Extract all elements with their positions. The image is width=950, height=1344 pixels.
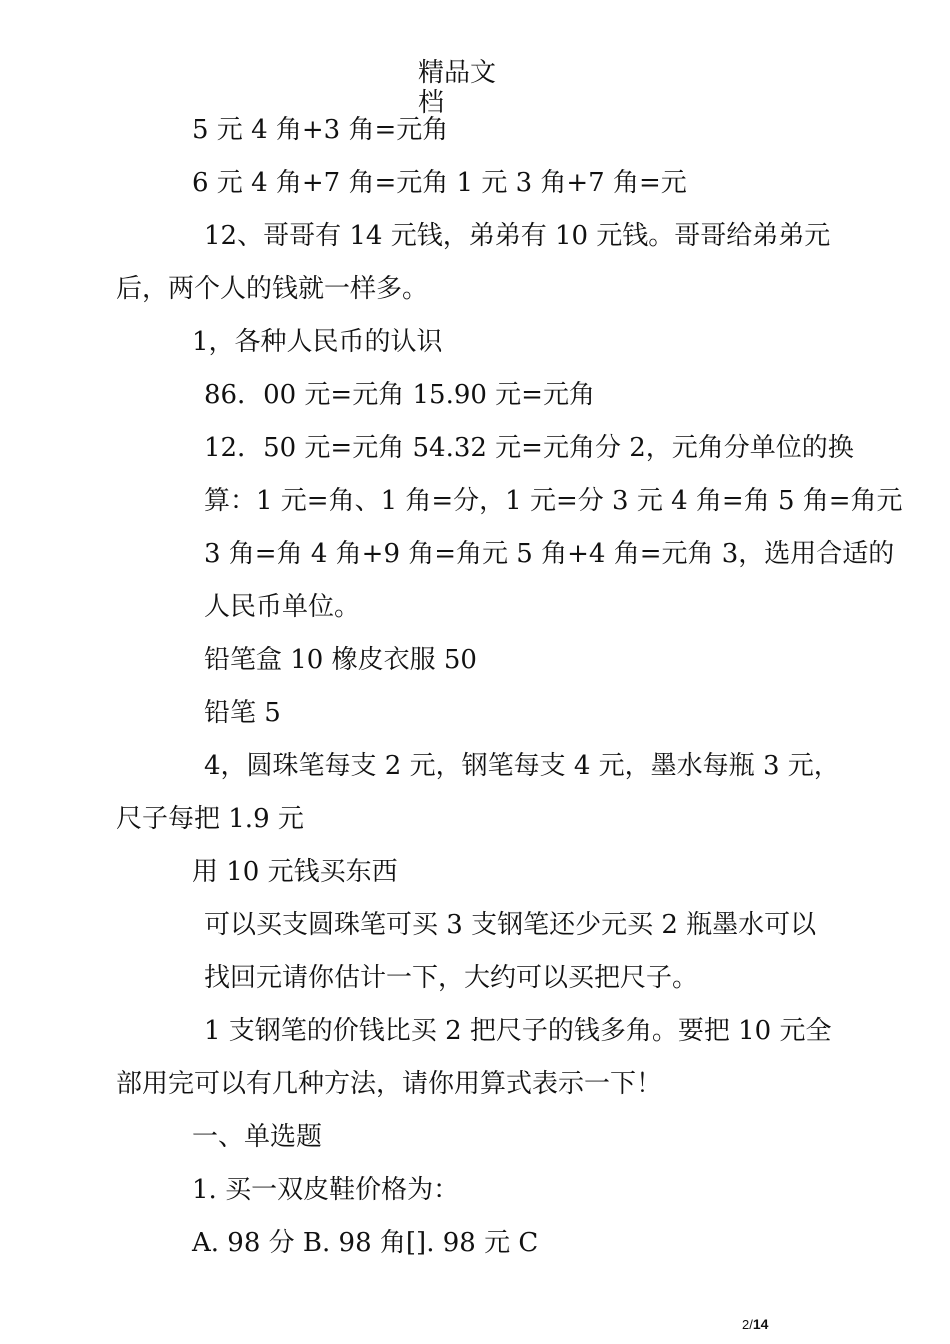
text-line: 一、单选题 — [192, 1122, 323, 1152]
header-line-2: 档 — [418, 88, 445, 118]
text-line: 6 元 4 角+7 角=元角 1 元 3 角+7 角=元 — [192, 168, 687, 198]
text-line: 4，圆珠笔每支 2 元，钢笔每支 4 元，墨水每瓶 3 元， — [204, 751, 840, 781]
text-line: 1 支钢笔的价钱比买 2 把尺子的钱多角。要把 10 元全 — [204, 1016, 832, 1046]
text-line: 用 10 元钱买东西 — [192, 857, 398, 887]
text-line: 可以买支圆珠笔可买 3 支钢笔还少元买 2 瓶墨水可以 — [204, 910, 817, 940]
text-line: 12．50 元=元角 54.32 元=元角分 2，元角分单位的换 — [204, 433, 854, 463]
text-line: 3 角=角 4 角+9 角=角元 5 角+4 角=元角 3，选用合适的 — [204, 539, 895, 569]
text-line: 12、哥哥有 14 元钱，弟弟有 10 元钱。哥哥给弟弟元 — [204, 221, 831, 251]
text-line: 部用完可以有几种方法，请你用算式表示一下！ — [116, 1069, 663, 1099]
page-total: 14 — [752, 1316, 769, 1332]
text-line: 86．00 元=元角 15.90 元=元角 — [204, 380, 595, 410]
page-number — [742, 1316, 768, 1332]
text-line: 5 元 4 角+3 角=元角 — [192, 115, 449, 145]
page-current: 2/ — [742, 1317, 753, 1332]
text-line: 1，各种人民币的认识 — [192, 327, 443, 357]
text-line: A. 98 分 B. 98 角[]. 98 元 C — [192, 1228, 539, 1258]
text-line: 算：1 元=角、1 角=分，1 元=分 3 元 4 角=角 5 角=角元 — [204, 486, 903, 516]
text-line: 尺子每把 1.9 元 — [116, 804, 304, 834]
text-line: 铅笔 5 — [204, 698, 281, 728]
text-line: 1. 买一双皮鞋价格为： — [192, 1175, 460, 1205]
page-header — [418, 58, 508, 118]
text-line: 铅笔盒 10 橡皮衣服 50 — [204, 645, 477, 675]
text-line: 后，两个人的钱就一样多。 — [116, 274, 429, 304]
text-line: 人民币单位。 — [204, 592, 361, 622]
header-line-1: 精品文 — [418, 58, 497, 88]
text-line: 找回元请你估计一下，大约可以买把尺子。 — [204, 963, 699, 993]
